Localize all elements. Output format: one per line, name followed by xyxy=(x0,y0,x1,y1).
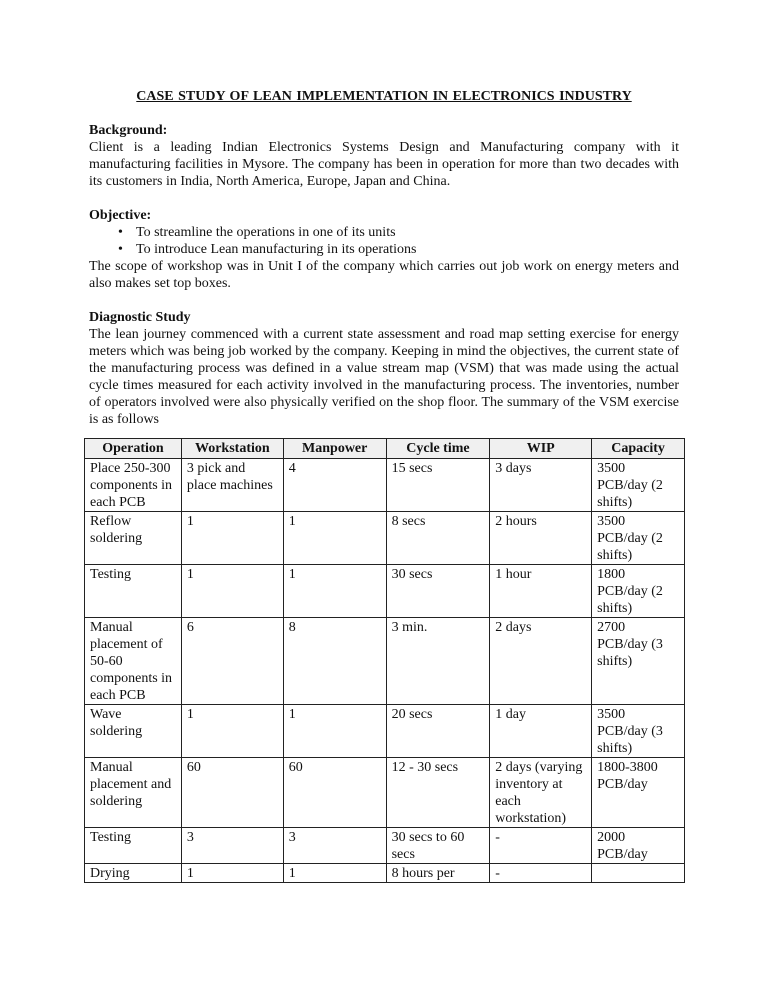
cell-cycle-time: 15 secs xyxy=(386,459,490,512)
column-header-wip: WIP xyxy=(490,439,592,459)
column-header-cycle-time: Cycle time xyxy=(386,439,490,459)
cell-operation: Manual placement of 50-60 components in each PCB xyxy=(85,618,182,705)
cell-operation: Place 250-300 components in each PCB xyxy=(85,459,182,512)
list-item: • To streamline the operations in one of its units xyxy=(136,224,679,241)
cell-wip: 3 days xyxy=(490,459,592,512)
cell-manpower: 8 xyxy=(283,618,386,705)
cell-workstation: 3 xyxy=(181,828,283,864)
cell-operation: Manual placement and soldering xyxy=(85,758,182,828)
cell-wip: - xyxy=(490,864,592,883)
cell-capacity: 1800 PCB/day (2 shifts) xyxy=(592,565,685,618)
cell-wip: 2 hours xyxy=(490,512,592,565)
cell-workstation: 1 xyxy=(181,512,283,565)
cell-cycle-time: 30 secs xyxy=(386,565,490,618)
cell-manpower: 1 xyxy=(283,864,386,883)
table-header-row xyxy=(85,439,685,459)
cell-operation: Testing xyxy=(85,828,182,864)
column-header-operation: Operation xyxy=(85,439,182,459)
cell-capacity: 3500 PCB/day (2 shifts) xyxy=(592,459,685,512)
cell-workstation: 6 xyxy=(181,618,283,705)
cell-wip: - xyxy=(490,828,592,864)
cell-wip: 2 days (varying inventory at each workstation) xyxy=(490,758,592,828)
table-row xyxy=(85,828,685,864)
cell-wip: 1 hour xyxy=(490,565,592,618)
column-header-capacity: Capacity xyxy=(592,439,685,459)
background-text: Client is a leading Indian Electronics Systems Design and Manufacturing company with it manufacturing facilities in Mysore. The company has been in operation for more than two decades with its customers in India, North America, Europe, Japan and China. xyxy=(89,140,679,189)
cell-manpower: 1 xyxy=(283,565,386,618)
document-page xyxy=(89,88,679,428)
cell-cycle-time: 3 min. xyxy=(386,618,490,705)
cell-operation: Drying xyxy=(85,864,182,883)
cell-manpower: 1 xyxy=(283,705,386,758)
cell-operation: Testing xyxy=(85,565,182,618)
objective-list xyxy=(89,224,679,258)
cell-workstation: 1 xyxy=(181,705,283,758)
cell-manpower: 1 xyxy=(283,512,386,565)
cell-workstation: 60 xyxy=(181,758,283,828)
table-row xyxy=(85,512,685,565)
column-header-manpower: Manpower xyxy=(283,439,386,459)
column-header-workstation: Workstation xyxy=(181,439,283,459)
table-row xyxy=(85,565,685,618)
cell-cycle-time: 20 secs xyxy=(386,705,490,758)
cell-manpower: 4 xyxy=(283,459,386,512)
cell-workstation: 1 xyxy=(181,864,283,883)
diagnostic-heading: Diagnostic Study xyxy=(89,310,191,325)
spacer xyxy=(89,292,679,309)
cell-operation: Wave soldering xyxy=(85,705,182,758)
cell-cycle-time: 12 - 30 secs xyxy=(386,758,490,828)
document-title: CASE STUDY OF LEAN IMPLEMENTATION IN ELECTRONICS INDUSTRY xyxy=(136,89,632,104)
cell-cycle-time: 30 secs to 60 secs xyxy=(386,828,490,864)
cell-workstation: 1 xyxy=(181,565,283,618)
cell-workstation: 3 pick and place machines xyxy=(181,459,283,512)
cell-capacity: 3500 PCB/day (3 shifts) xyxy=(592,705,685,758)
table-row xyxy=(85,864,685,883)
cell-capacity: 1800-3800 PCB/day xyxy=(592,758,685,828)
table-row xyxy=(85,705,685,758)
table-row xyxy=(85,459,685,512)
cell-manpower: 60 xyxy=(283,758,386,828)
cell-capacity xyxy=(592,864,685,883)
cell-cycle-time: 8 hours per xyxy=(386,864,490,883)
table-row xyxy=(85,758,685,828)
cell-cycle-time: 8 secs xyxy=(386,512,490,565)
cell-wip: 2 days xyxy=(490,618,592,705)
cell-operation: Reflow soldering xyxy=(85,512,182,565)
background-heading: Background: xyxy=(89,123,168,138)
cell-wip: 1 day xyxy=(490,705,592,758)
cell-capacity: 2700 PCB/day (3 shifts) xyxy=(592,618,685,705)
scope-text: The scope of workshop was in Unit I of the company which carries out job work on energy meters and also makes set top boxes. xyxy=(89,259,679,291)
diagnostic-text: The lean journey commenced with a current state assessment and road map setting exercise for energy meters which was being job worked by the company. Keeping in mind the objectives, the current state of the manufacturing process was defined in a value stream map (VSM) that was made using the actual cycle times measured for each activity involved in the manufacturing process. The inventories, number of operators involved were also physically verified on the shop floor. The summary of the VSM exercise is as follows xyxy=(89,327,679,427)
table-row xyxy=(85,618,685,705)
cell-manpower: 3 xyxy=(283,828,386,864)
spacer xyxy=(89,190,679,207)
vsm-summary-table xyxy=(84,438,685,883)
list-item: • To introduce Lean manufacturing in its operations xyxy=(136,241,679,258)
cell-capacity: 3500 PCB/day (2 shifts) xyxy=(592,512,685,565)
objective-heading: Objective: xyxy=(89,208,152,223)
cell-capacity: 2000 PCB/day xyxy=(592,828,685,864)
